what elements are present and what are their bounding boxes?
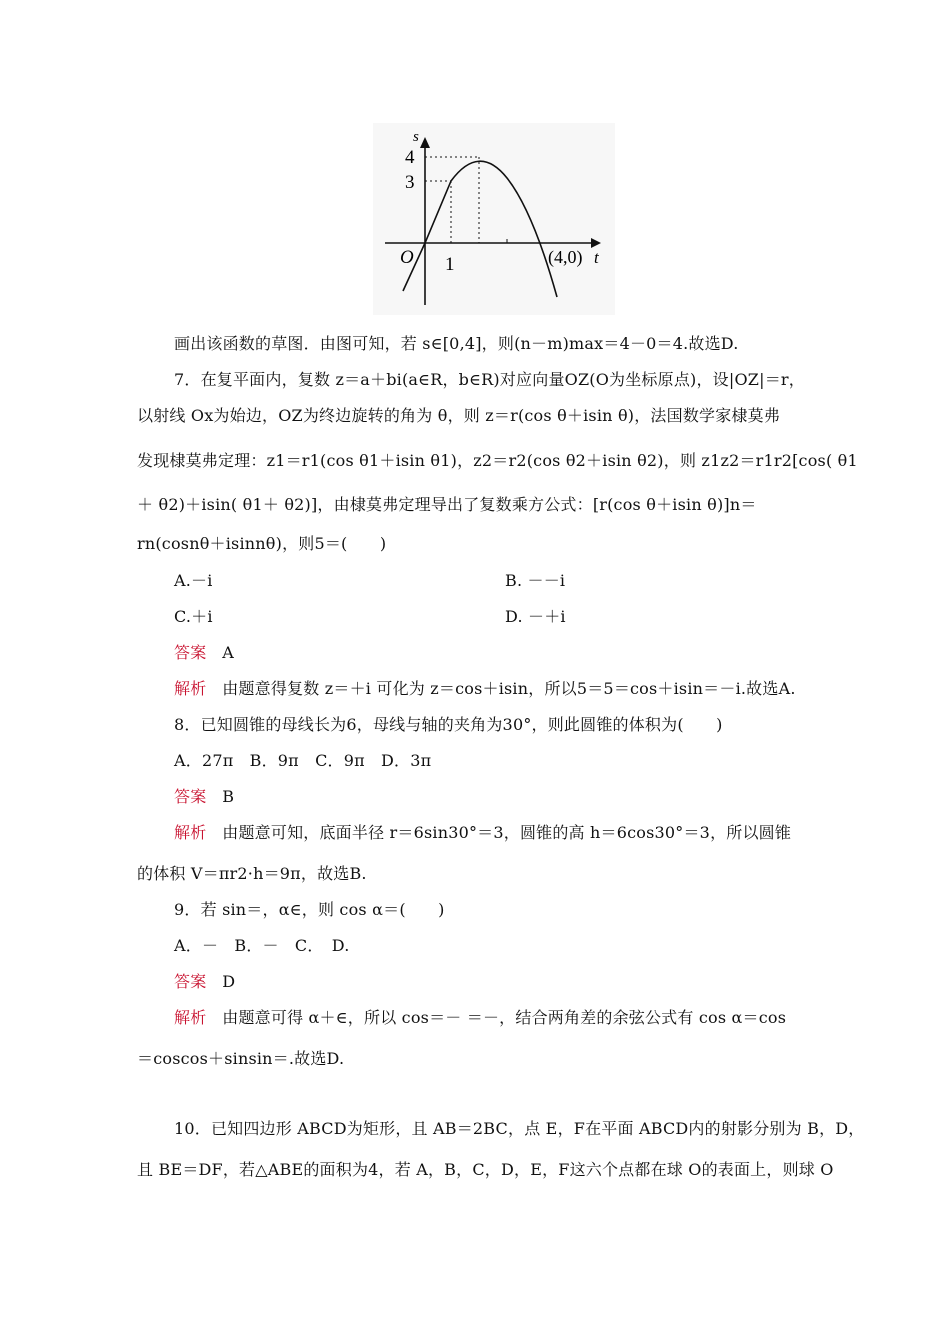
origin-label: O xyxy=(400,247,414,268)
q7-line-5: rn(cosnθ＋isinnθ)，则5＝( ) xyxy=(137,534,387,553)
q7-option-c: C.＋i xyxy=(174,607,213,626)
conclusion-line: 画出该函数的草图．由图可知，若 s∈[0,4]，则(n－m)max＝4－0＝4.故选D. xyxy=(174,334,739,353)
q8-analysis-text-1: 由题意可知，底面半径 r＝6sin30°＝3，圆锥的高 h＝6cos30°＝3，所以圆锥 xyxy=(222,823,792,842)
q7-analysis xyxy=(174,679,796,699)
point-label: (4,0) xyxy=(548,247,583,267)
analysis-label: 解析 xyxy=(174,679,207,698)
q10-line-2: 且 BE＝DF，若△ABE的面积为4，若 A，B，C，D，E，F这六个点都在球 O的表面上，则球 O xyxy=(137,1160,834,1179)
tick-y-4-label: 4 xyxy=(405,147,415,168)
axis-y-label: s xyxy=(413,129,419,145)
q7-line-1: 7．在复平面内，复数 z＝a＋bi(a∈R，b∈R)对应向量OZ(O为坐标原点)，设|OZ|＝r， xyxy=(174,370,805,389)
function-graph-figure xyxy=(373,123,615,315)
q9-line-1: 9．若 sin＝，α∈，则 cos α＝( ) xyxy=(174,900,445,919)
q7-answer-value: A xyxy=(222,643,235,662)
q9-answer xyxy=(174,972,235,992)
q9-analysis-text-1: 由题意可得 α＋∈，所以 cos＝－ ＝－，结合两角差的余弦公式有 cos α＝cos xyxy=(222,1008,787,1027)
q9-analysis-text-2: ＝coscos＋sinsin＝.故选D. xyxy=(137,1049,345,1068)
function-graph-svg xyxy=(373,123,615,315)
q9-options: A．－ B．－ C． D. xyxy=(174,936,350,955)
q7-line-2: 以射线 Ox为始边，OZ为终边旋转的角为 θ，则 z＝r(cos θ＋isin θ)，法国数学家棣莫弗 xyxy=(137,406,781,425)
axis-x-label: t xyxy=(594,248,599,267)
q10-line-1: 10．已知四边形 ABCD为矩形，且 AB＝2BC，点 E，F在平面 ABCD内的射影分别为 B，D， xyxy=(174,1119,865,1138)
q8-analysis xyxy=(174,823,791,843)
tick-x-1-label: 1 xyxy=(445,254,455,275)
t-axis-arrow xyxy=(591,238,601,248)
answer-label: 答案 xyxy=(174,972,207,991)
q7-analysis-text: 由题意得复数 z＝＋i 可化为 z＝cos＋isin，所以5＝5＝cos＋isin＝－i.故选A. xyxy=(222,679,796,698)
q7-option-b: B. －－i xyxy=(505,571,566,590)
q7-option-a: A.－i xyxy=(174,571,213,590)
answer-label: 答案 xyxy=(174,643,207,662)
q9-answer-value: D xyxy=(222,972,236,991)
function-curve xyxy=(403,161,557,297)
tick-y-3-label: 3 xyxy=(405,172,415,193)
q7-line-3: 发现棣莫弗定理：z1＝r1(cos θ1＋isin θ1)，z2＝r2(cos θ2＋isin θ2)，则 z1z2＝r1r2[cos( θ1 xyxy=(137,451,858,470)
q7-line-4: ＋ θ2)＋isin( θ1＋ θ2)]，由棣莫弗定理导出了复数乘方公式：[r(cos θ＋isin θ)]n＝ xyxy=(137,495,757,514)
q8-answer-value: B xyxy=(222,787,235,806)
q8-analysis-text-2: 的体积 V＝πr2·h＝9π，故选B. xyxy=(137,864,367,883)
s-axis-arrow xyxy=(420,137,430,148)
answer-label: 答案 xyxy=(174,787,207,806)
q8-answer xyxy=(174,787,234,807)
q7-option-d: D. －＋i xyxy=(505,607,566,626)
q7-answer xyxy=(174,643,234,663)
q8-options: A．27π B．9π C．9π D．3π xyxy=(174,751,432,770)
q8-line-1: 8．已知圆锥的母线长为6，母线与轴的夹角为30°，则此圆锥的体积为( ) xyxy=(174,715,723,734)
analysis-label: 解析 xyxy=(174,1008,207,1027)
analysis-label: 解析 xyxy=(174,823,207,842)
q9-analysis xyxy=(174,1008,786,1028)
